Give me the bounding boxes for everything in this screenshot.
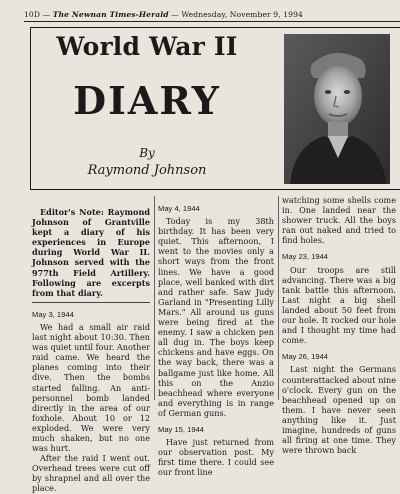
diary-entry-date: May 15, 1944	[158, 424, 205, 434]
byline-by: By	[139, 146, 155, 160]
diary-paragraph: We had a small air raid last night about 10:30. Then was quiet until four. Another raid came. We heard the planes coming into their dive. Then the bombs started falling. An anti-personnel bomb landed directly in the area of our foxhole. About 10 or 12 exploded. We were very much shaken, but no one was hurt.	[32, 321, 150, 454]
diary-entry-date: May 23, 1944	[282, 252, 329, 262]
column-divider	[154, 196, 155, 400]
publication-name: The Newnan Times-Herald	[52, 10, 169, 19]
diary-paragraph: Last night the Germans counterattacked about nine o'clock. Every gun on the beachhead opened up on them. I have never seen anything like it. Just imagine, hundreds of guns all firing at one time. They were thrown back	[282, 364, 396, 456]
portrait-image	[284, 34, 390, 184]
page-number: 10D	[24, 10, 41, 19]
continued-paragraph: watching some shells come in. One landed near the shower truck. All the boys ran out naked and tried to find holes.	[282, 195, 396, 246]
masthead: 10D — The Newnan Times-Herald — Wednesday, November 9, 1994	[24, 10, 303, 19]
issue-date: Wednesday, November 9, 1994	[181, 10, 303, 19]
portrait-photo	[284, 34, 390, 184]
editors-note: Editor's Note: Raymond Johnson of Grantville kept a diary of his experiences in Europe during World War II. Johnson served with the 977th Field Artillery. Following are excerpts from that diary.	[32, 207, 150, 298]
article-column-2	[158, 197, 274, 477]
article-column-1	[32, 207, 150, 494]
headline-line-1: World War II	[56, 32, 238, 61]
byline-author: Raymond Johnson	[87, 163, 207, 178]
diary-paragraph: Our troops are still advancing. There was a big tank battle this afternoon. Last night a big shell landed about 50 feet from our hole. It rocked our hole and I thought my time had come.	[282, 264, 396, 346]
column-divider	[278, 196, 279, 400]
masthead-rule	[24, 21, 400, 22]
diary-entry-date: May 3, 1944	[32, 309, 74, 319]
diary-paragraph: After the raid I went out. Overhead trees were cut off by shrapnel and all over the place.	[32, 453, 150, 494]
diary-entry-date: May 26, 1944	[282, 352, 329, 362]
diary-paragraph: Today is my 38th birthday. It has been very quiet. This afternoon, I went to the movies only a short ways from the front lines. We have a good place, well banked with dirt and rather safe. Saw Judy Garland in "Presenting Lilly Mars." All around us guns were being fired at the enemy. I saw a chicken pen all dug in. The boys keep chickens and have eggs. On the way back, there was a ballgame just like home. All this on the Anzio beachhead where everyone and everything is in range of German guns.	[158, 216, 274, 418]
article-column-3	[282, 195, 396, 455]
diary-paragraph: Have just returned from our observation post. My first time there. I could see our front line	[158, 437, 274, 478]
headline-line-2: DIARY	[73, 78, 221, 123]
diary-entry-date: May 4, 1944	[158, 204, 200, 213]
section-rule	[32, 302, 150, 303]
